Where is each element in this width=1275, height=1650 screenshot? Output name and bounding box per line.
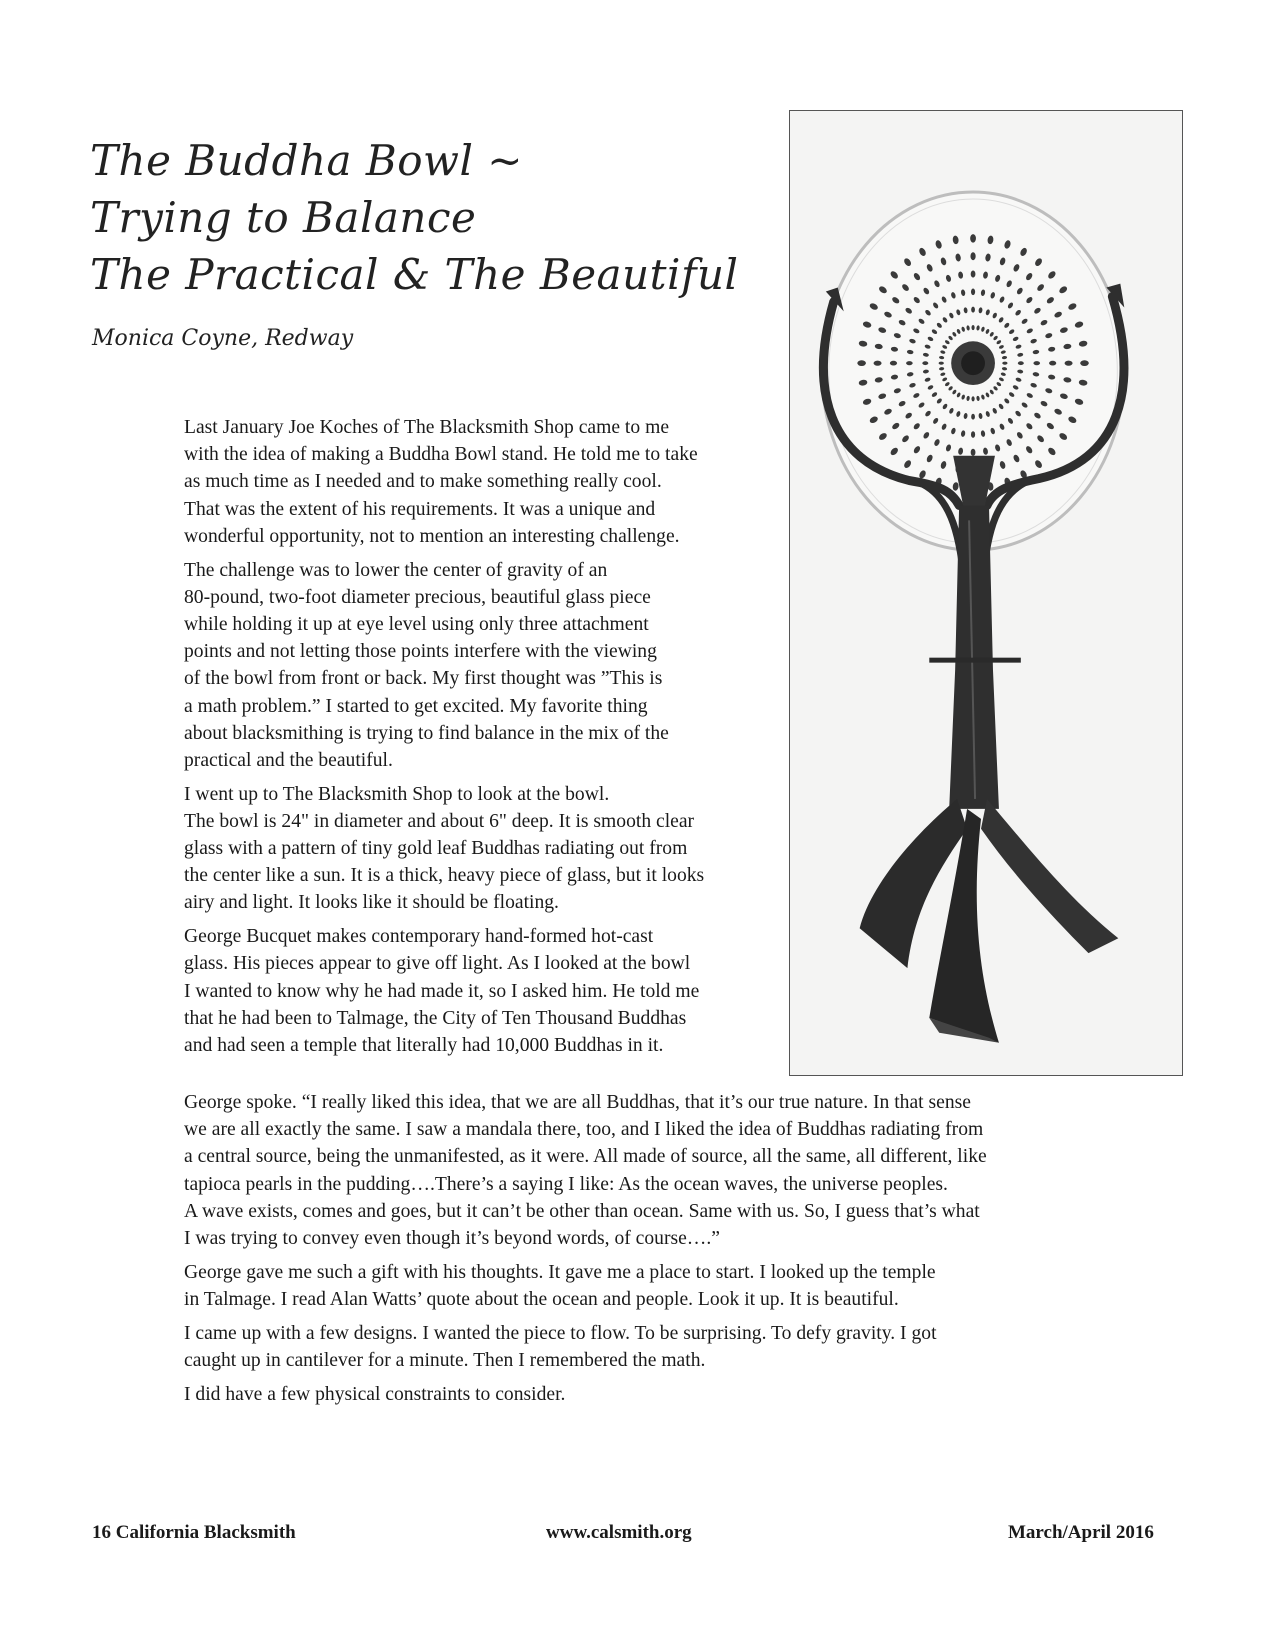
text-line: points and not letting those points interfere with the viewing: [184, 641, 657, 663]
text-line: I came up with a few designs. I wanted the piece to flow. To be surprising. To defy gravity. I got: [184, 1322, 937, 1344]
buddha-figure-mark: [939, 362, 944, 365]
text-line: The challenge was to lower the center of gravity of an: [184, 559, 608, 581]
buddha-figure-mark: [971, 289, 975, 296]
text-line: A wave exists, comes and goes, but it can’t be other than ocean. Same with us. So, I guess that’s what: [184, 1200, 980, 1222]
text-line: a math problem.” I started to get excited. My favorite thing: [184, 695, 648, 717]
buddha-figure-mark: [970, 252, 975, 260]
text-line: practical and the beautiful.: [184, 749, 393, 771]
buddha-figure-mark: [1002, 362, 1007, 365]
buddha-figure-mark: [1018, 361, 1024, 365]
buddha-figure-mark: [971, 396, 974, 401]
text-line: of the bowl from front or back. My first thought was ”This is: [184, 668, 663, 690]
paragraph-5: [146, 1089, 1106, 1252]
paragraph-7: [146, 1320, 1106, 1374]
buddha-figure-mark: [874, 361, 882, 366]
buddha-figure-mark: [1033, 361, 1040, 365]
photo-illustration: [790, 111, 1182, 1075]
byline: Monica Coyne, Redway: [92, 326, 354, 351]
text-line: that he had been to Talmage, the City of Ten Thousand Buddhas: [184, 1007, 687, 1029]
text-line: Last January Joe Koches of The Blacksmith Shop came to me: [184, 417, 670, 438]
footer-date: March/April 2016: [1008, 1522, 1154, 1543]
text-line: as much time as I needed and to make something really cool.: [184, 471, 662, 493]
body-full-width: [146, 1089, 1106, 1414]
buddha-figure-mark: [922, 361, 928, 365]
paragraph-4: [146, 923, 758, 1059]
text-line: with the idea of making a Buddha Bowl stand. He told me to take: [184, 444, 698, 466]
paragraph-6: [146, 1259, 1106, 1313]
paragraph-1: [146, 414, 758, 550]
footer-issue-publication: 16 California Blacksmith: [92, 1522, 296, 1543]
buddha-figure-mark: [906, 361, 913, 365]
text-line: 80-pound, two-foot diameter precious, beautiful glass piece: [184, 586, 651, 608]
text-line: George spoke. “I really liked this idea, that we are all Buddhas, that it’s our true nature. In that sense: [184, 1092, 971, 1113]
buddha-figure-mark: [1065, 361, 1073, 366]
text-line: a central source, being the unmanifested, as it were. All made of source, all the same, all different, like: [184, 1146, 987, 1168]
text-line: glass. His pieces appear to give off light. As I looked at the bowl: [184, 953, 691, 975]
text-line: about blacksmithing is trying to find balance in the mix of the: [184, 722, 669, 744]
title-line-3: The Practical & The Beautiful: [90, 250, 739, 299]
buddha-figure-mark: [857, 360, 866, 366]
buddha-bowl-stand-photo: [789, 110, 1183, 1076]
title-line-1: The Buddha Bowl ~: [90, 136, 523, 185]
text-line: caught up in cantilever for a minute. Then I remembered the math.: [184, 1349, 706, 1371]
text-line: I went up to The Blacksmith Shop to look at the bowl.: [184, 783, 610, 805]
text-line: George Bucquet makes contemporary hand-formed hot-cast: [184, 926, 654, 948]
text-line: wonderful opportunity, not to mention an interesting challenge.: [184, 525, 680, 547]
text-line: glass with a pattern of tiny gold leaf Buddhas radiating out from: [184, 838, 688, 860]
text-line: tapioca pearls in the pudding….There’s a saying I like: As the ocean waves, the universe peoples.: [184, 1173, 948, 1195]
text-line: That was the extent of his requirements. It was a unique and: [184, 498, 656, 520]
paragraph-2: [146, 557, 758, 775]
text-line: and had seen a temple that literally had 10,000 Buddhas in it.: [184, 1034, 664, 1056]
paragraph-8: [146, 1381, 1106, 1408]
buddha-figure-mark: [971, 449, 976, 456]
stand-crossbar: [929, 658, 1021, 663]
text-line: George gave me such a gift with his thoughts. It gave me a place to start. I looked up the temple: [184, 1261, 936, 1283]
body-column: [146, 414, 758, 1066]
buddha-figure-mark: [890, 361, 897, 366]
text-line: The bowl is 24" in diameter and about 6" deep. It is smooth clear: [184, 810, 695, 832]
text-line: in Talmage. I read Alan Watts’ quote about the ocean and people. Look it up. It is beautiful.: [184, 1288, 899, 1310]
title-line-2: Trying to Balance: [90, 193, 477, 242]
footer-website: www.calsmith.org: [546, 1522, 692, 1543]
buddha-figure-mark: [1049, 361, 1056, 366]
text-line: I wanted to know why he had made it, so I asked him. He told me: [184, 980, 700, 1002]
text-line: we are all exactly the same. I saw a mandala there, too, and I liked the idea of Buddhas radiating from: [184, 1119, 984, 1141]
buddha-figure-mark: [971, 414, 975, 420]
buddha-figure-mark: [1080, 360, 1089, 366]
buddha-figure-mark: [970, 234, 976, 243]
text-line: the center like a sun. It is a thick, heavy piece of glass, but it looks: [184, 865, 705, 887]
text-line: airy and light. It looks like it should be floating.: [184, 892, 559, 914]
paragraph-3: [146, 781, 758, 917]
text-line: I was trying to convey even though it’s beyond words, of course….”: [184, 1228, 720, 1250]
bowl-center-core: [961, 351, 985, 375]
buddha-figure-mark: [971, 270, 976, 277]
buddha-figure-mark: [971, 431, 975, 438]
text-line: while holding it up at eye level using only three attachment: [184, 613, 649, 635]
article-title: [90, 132, 770, 303]
text-line: I did have a few physical constraints to consider.: [184, 1383, 566, 1405]
buddha-figure-mark: [971, 325, 974, 330]
buddha-figure-mark: [971, 307, 975, 313]
